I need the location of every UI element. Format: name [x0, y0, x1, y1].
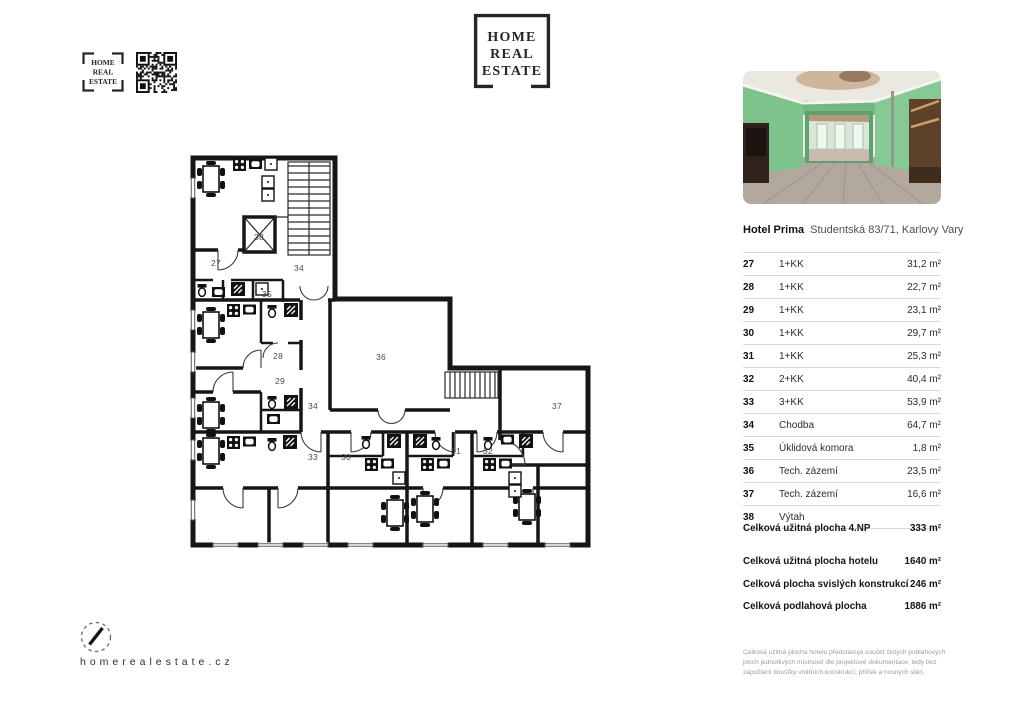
total-label: Celková plocha svislých konstrukcí — [743, 578, 909, 590]
room-number: 30 — [743, 327, 755, 339]
table-row — [743, 344, 941, 367]
logo-text-line2: REAL — [490, 47, 534, 62]
total-value: 1640 m² — [904, 556, 941, 567]
table-row — [743, 275, 941, 298]
total-row — [743, 601, 941, 612]
listing-header — [743, 224, 964, 236]
table-row — [743, 390, 941, 413]
totals-summary — [743, 556, 941, 624]
room-type: Tech. zázemí — [779, 465, 838, 477]
room-type: 1+KK — [779, 304, 804, 316]
room-label: 36 — [375, 352, 387, 362]
room-label: 32 — [482, 446, 494, 456]
website-link[interactable]: homerealestate.cz — [80, 656, 234, 668]
table-row — [743, 459, 941, 482]
hotel-name: Hotel Prima — [743, 224, 805, 236]
total-area-floor — [743, 523, 941, 546]
room-number: 27 — [743, 258, 755, 270]
total-label: Celková užitná plocha hotelu — [743, 556, 878, 567]
room-number: 38 — [743, 511, 755, 523]
table-row — [743, 482, 941, 505]
room-label: 31 — [450, 446, 462, 456]
room-type: 1+KK — [779, 281, 804, 293]
room-type: Tech. zázemí — [779, 488, 838, 500]
room-type: 1+KK — [779, 258, 804, 270]
home-real-estate-logo — [473, 13, 551, 89]
furniture — [197, 158, 541, 531]
table-row — [743, 321, 941, 344]
hotel-address: Studentská 83/71, Karlovy Vary — [810, 224, 964, 236]
total-label: Celková užitná plocha 4.NP — [743, 523, 871, 534]
room-area: 22,7 m² — [907, 281, 941, 293]
room-label: 34 — [293, 263, 305, 273]
room-number: 37 — [743, 488, 755, 500]
table-row — [743, 413, 941, 436]
table-row — [743, 367, 941, 390]
compass-icon — [77, 618, 115, 656]
room-label: 37 — [551, 401, 563, 411]
room-number: 36 — [743, 465, 755, 477]
room-number: 32 — [743, 373, 755, 385]
room-type: Úklidová komora — [779, 442, 854, 454]
table-row — [743, 436, 941, 459]
table-row — [743, 252, 941, 275]
room-area: 1,8 m² — [912, 442, 941, 454]
floor-plan — [183, 140, 603, 552]
room-type: Chodba — [779, 419, 815, 431]
room-area: 53,9 m² — [907, 396, 941, 408]
total-value: 1886 m² — [904, 601, 941, 612]
stairs-icon — [445, 372, 498, 398]
room-number: 31 — [743, 350, 755, 362]
total-row — [743, 556, 941, 567]
room-label: 34 — [307, 401, 319, 411]
room-label: 33 — [307, 452, 319, 462]
rooms-table — [743, 252, 941, 529]
disclaimer-text: Celková užitná plocha hotelu představuje součet čistých podlahových ploch jednotlivých místností dle projektové dokumentace, tedy bez započtení tloušťky vnitřních konstrukcí, příček a nosných stěn. — [743, 649, 946, 677]
elevator-icon — [244, 217, 288, 252]
room-label: 35 — [261, 289, 273, 299]
room-labels — [211, 232, 562, 462]
room-number: 28 — [743, 281, 755, 293]
room-area: 23,5 m² — [907, 465, 941, 477]
room-number: 29 — [743, 304, 755, 316]
total-value: 246 m² — [909, 578, 941, 590]
logo-text-line1: HOME — [487, 30, 537, 45]
room-type: 1+KK — [779, 327, 804, 339]
room-type: 3+KK — [779, 396, 804, 408]
property-photo — [743, 71, 941, 204]
room-number: 34 — [743, 419, 755, 431]
logo-text-line3: ESTATE — [481, 64, 543, 79]
stairs-icon — [288, 162, 330, 255]
room-area: 40,4 m² — [907, 373, 941, 385]
room-type: 2+KK — [779, 373, 804, 385]
room-label: 30 — [340, 452, 352, 462]
room-label: 29 — [274, 376, 286, 386]
room-area: 25,3 m² — [907, 350, 941, 362]
room-type: 1+KK — [779, 350, 804, 362]
total-value: 333 m² — [909, 523, 941, 534]
room-type: Výtah — [779, 511, 805, 523]
room-area: 29,7 m² — [907, 327, 941, 339]
room-area: 23,1 m² — [907, 304, 941, 316]
logo-text-line1: HOME — [91, 58, 115, 67]
room-label: 28 — [272, 351, 284, 361]
room-label: 38 — [253, 232, 265, 242]
room-number: 35 — [743, 442, 755, 454]
total-row — [743, 579, 941, 590]
total-label: Celková podlahová plocha — [743, 601, 867, 612]
table-row — [743, 298, 941, 321]
room-area: 16,6 m² — [907, 488, 941, 500]
room-number: 33 — [743, 396, 755, 408]
logo-text-line2: REAL — [92, 67, 114, 77]
room-area: 64,7 m² — [907, 419, 941, 431]
logo-text-line3: ESTATE — [88, 77, 118, 86]
home-real-estate-logo-small — [82, 52, 124, 92]
room-area: 31,2 m² — [907, 258, 941, 270]
qr-code — [136, 52, 177, 93]
room-label: 27 — [210, 258, 222, 268]
